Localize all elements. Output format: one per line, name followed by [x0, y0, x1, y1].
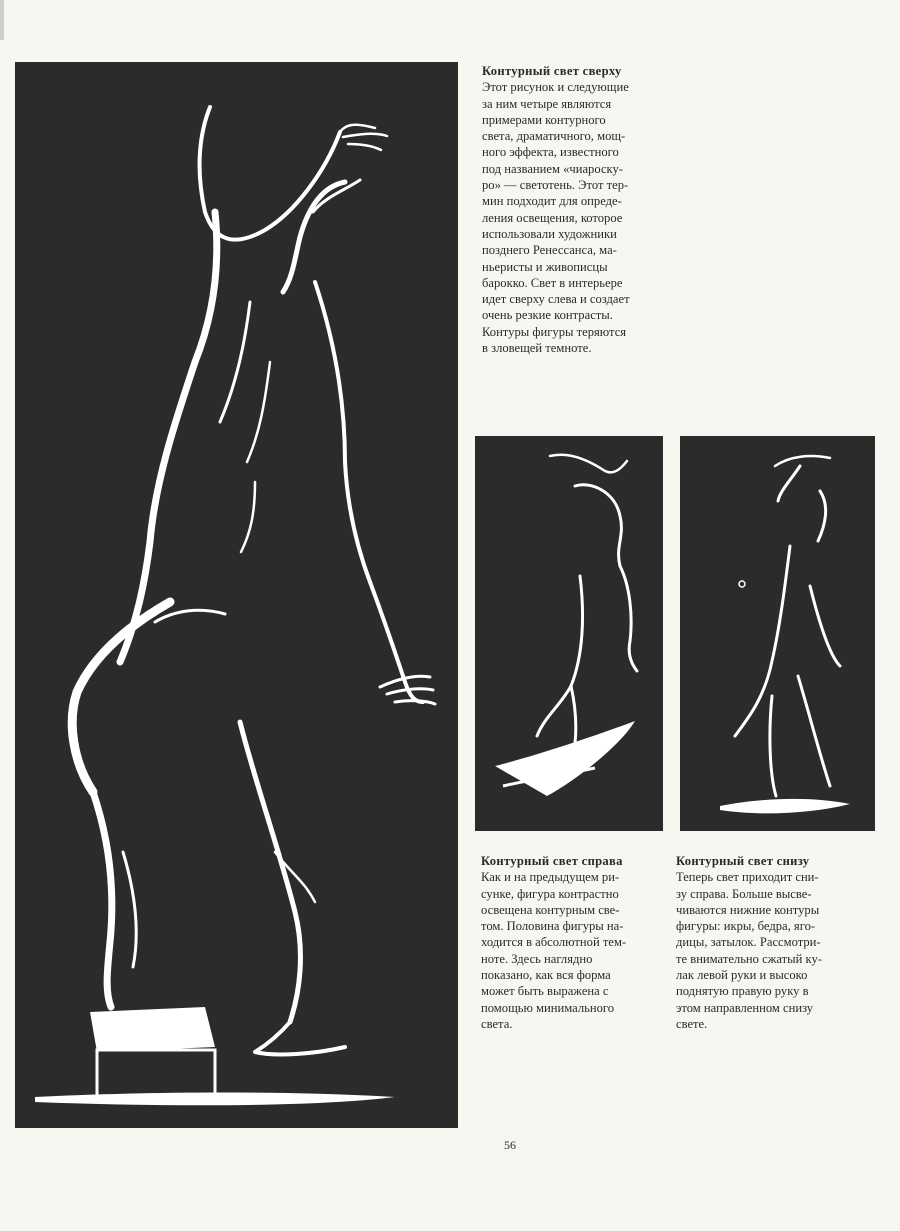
caption-body: Теперь свет приходит сни- зу справа. Больше высве- чиваются нижние контуры фигуры: икры, бедра, яго- дицы, затылок. Рассмотри- те внимательно сжатый ку- лак левой руки и высоко поднятую правую руку в этом направленном снизу свете.: [676, 870, 822, 1031]
scan-edge-mark: [0, 0, 4, 40]
caption-light-from-right: [481, 853, 661, 1032]
caption-heading: Контурный свет справа: [481, 854, 623, 868]
caption-heading: Контурный свет снизу: [676, 854, 810, 868]
figure-from-above-drawing: [15, 62, 458, 1128]
caption-body: Этот рисунок и следующие за ним четыре являются примерами контурного света, драматичного, мощ- ного эффекта, известного под названием «чиароску- ро» — светотень. Этот тер- мин подходит для опреде- ления освещения, которое использовали художники позднего Ренессанса, ма- ньеристы и живописцы барокко. Свет в интерьере идет сверху слева и создает очень резкие контрасты. Контуры фигуры теряются в зловещей темноте.: [482, 80, 630, 356]
illustration-light-from-below: [680, 436, 875, 831]
caption-heading: Контурный свет сверху: [482, 64, 622, 78]
caption-body: Как и на предыдущем ри- сунке, фигура контрастно освещена контурным све- том. Половина фигуры на- ходится в абсолютной тем- ноте. Здесь наглядно показано, как вся форма может быть выражена с помощью минимального света.: [481, 870, 627, 1031]
caption-light-from-below: [676, 853, 861, 1032]
figure-from-right-drawing: [475, 436, 663, 831]
page-number: 56: [504, 1138, 516, 1152]
main-illustration: [15, 62, 458, 1128]
figure-from-below-drawing: [680, 436, 875, 831]
illustration-light-from-right: [475, 436, 663, 831]
caption-light-from-above: [482, 63, 682, 356]
